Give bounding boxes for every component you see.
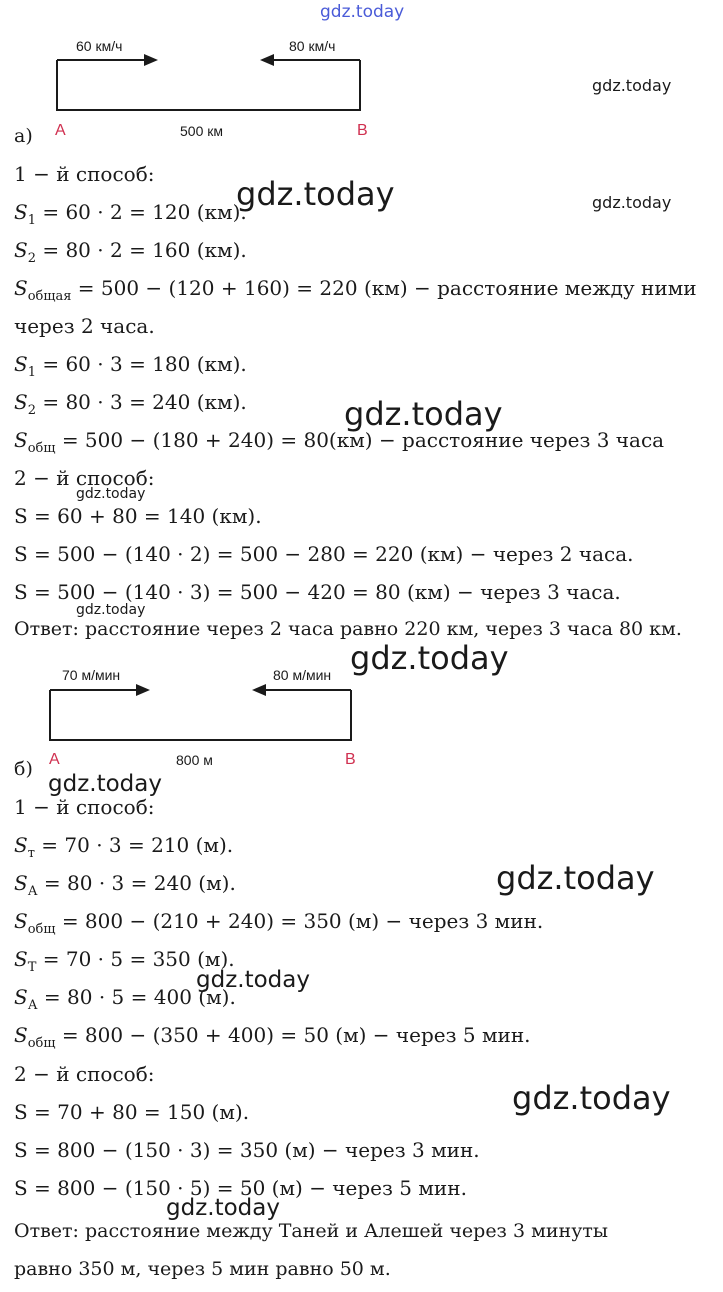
point-b-label: B [357,122,368,139]
watermark: gdz.today [350,639,509,677]
answer-line: Ответ: расстояние между Таней и Алешей через 3 минуты [14,1220,609,1242]
equation-line: $S_т = 70 \cdot 3 = 210$ (м). [14,833,234,861]
speed-right-label: 80 км/ч [289,38,336,54]
equation-line: S = 800 − (150 · 5) = 50 (м) − через 5 мин. [14,1176,467,1200]
equation-line: $S_2 = 80 \cdot 2 = 160$ (км). [14,238,247,266]
equation-line: S = 70 + 80 = 150 (м). [14,1100,250,1124]
speed-left-label: 60 км/ч [76,38,123,54]
equation-line: $S_{общ} = 800 - (210 + 240) = 350$ (м) − через 3 мин. [14,909,544,937]
watermark: gdz.today [592,193,672,212]
arrow-left-head-icon [252,684,266,696]
equation-line: $S_1 = 60 \cdot 2 = 120$ (км). [14,200,247,228]
equation-line: S = 800 − (150 · 3) = 350 (м) − через 3 мин. [14,1138,480,1162]
method1-title: 1 − й способ: [14,162,155,186]
method2-title: 2 − й способ: [14,466,155,490]
equation-line: $S_{общ} = 500 - (180 + 240) = 80(км)$ − расстояние через 3 часа [14,428,665,456]
watermark: gdz.today [48,771,162,797]
point-b-label: B [345,751,356,768]
distance-label: 500 км [180,123,223,139]
method1-title: 1 − й способ: [14,795,155,819]
equation-line: $S_А = 80 \cdot 5 = 400$ (м). [14,985,236,1013]
watermark: gdz.today [76,486,146,502]
watermark-top: gdz.today [320,2,405,22]
watermark: gdz.today [592,76,672,95]
equation-line: S = 60 + 80 = 140 (км). [14,504,262,528]
watermark: gdz.today [236,175,395,213]
speed-right-label: 80 м/мин [273,667,332,683]
watermark: gdz.today [512,1079,671,1117]
equation-line: $S_{общ} = 800 - (350 + 400) = 50$ (м) − через 5 мин. [14,1023,531,1051]
route-b-path [50,690,351,740]
equation-line: $S_1 = 60 \cdot 3 = 180$ (км). [14,352,247,380]
answer-line: Ответ: расстояние через 2 часа равно 220 км, через 3 часа 80 км. [14,618,682,640]
point-a-label: A [49,751,60,768]
equation-line: S = 500 − (140 · 2) = 500 − 280 = 220 (км) − через 2 часа. [14,542,634,566]
watermark: gdz.today [166,1195,280,1221]
equation-line: S = 500 − (140 · 3) = 500 − 420 = 80 (км) − через 3 часа. [14,580,621,604]
speed-left-label: 70 м/мин [62,667,121,683]
equation-line: $S_2 = 80 \cdot 3 = 240$ (км). [14,390,247,418]
watermark: gdz.today [196,967,310,993]
part-a-label: а) [14,125,33,147]
point-a-label: A [55,122,66,139]
answer-line-continued: равно 350 м, через 5 мин равно 50 м. [14,1258,391,1280]
arrow-right-head-icon [136,684,150,696]
equation-line-continued: через 2 часа. [14,314,155,338]
equation-line: $S_{общая} = 500 - (120 + 160) = 220$ (км) − расстояние между ними [14,276,697,304]
watermark: gdz.today [496,859,655,897]
equation-line: $S_Т = 70 \cdot 5 = 350$ (м). [14,947,235,975]
part-b-label: б) [14,758,33,780]
distance-label: 800 м [176,752,213,768]
watermark: gdz.today [76,602,146,618]
equation-line: $S_А = 80 \cdot 3 = 240$ (м). [14,871,236,899]
watermark: gdz.today [344,395,503,433]
method2-title: 2 − й способ: [14,1062,155,1086]
